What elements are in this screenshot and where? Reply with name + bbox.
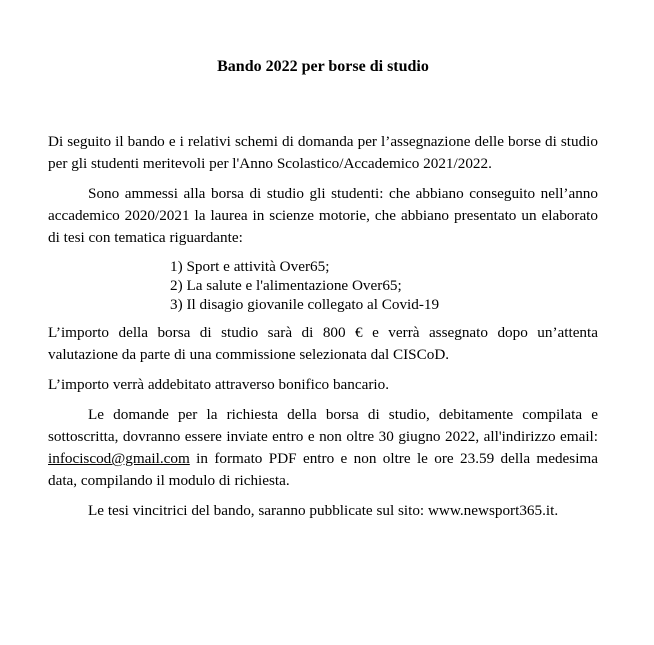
payment-paragraph: L’importo verrà addebitato attraverso bonifico bancario.: [48, 376, 390, 393]
list-item: 3) Il disagio giovanile collegato al Covid-19: [170, 296, 440, 313]
submission-text-after: in formato PDF entro e non oltre le ore 23.59 della medesima data, compilando il modulo di richiesta.: [48, 450, 598, 489]
email-link[interactable]: infociscod@gmail.com: [48, 450, 190, 467]
list-item: 2) La salute e l'alimentazione Over65;: [170, 277, 402, 294]
list-item: 1) Sport e attività Over65;: [170, 258, 330, 275]
submission-paragraph: [48, 404, 598, 492]
document: [48, 56, 598, 530]
document-title: Bando 2022 per borse di studio: [217, 58, 429, 75]
submission-text: Le domande per la richiesta della borsa di studio, debitamente compilata e sottoscritta, dovranno essere inviate entro e non oltre 30 giugno 2022, all'indirizzo email:: [48, 406, 598, 445]
amount-paragraph: L’importo della borsa di studio sarà di 800 € e verrà assegnato dopo un’attenta valutazione da parte di una commissione selezionata dal CISCoD.: [48, 324, 598, 363]
eligibility-paragraph: Sono ammessi alla borsa di studio gli studenti: che abbiano conseguito nell’anno accademico 2020/2021 la laurea in scienze motorie, che abbiano presentato un elaborato di tesi con tematica riguardante:: [48, 185, 598, 246]
publication-paragraph: Le tesi vincitrici del bando, saranno pubblicate sul sito: www.newsport365.it.: [88, 502, 559, 519]
intro-paragraph: Di seguito il bando e i relativi schemi di domanda per l’assegnazione delle borse di studio per gli studenti meritevoli per l'Anno Scolastico/Accademico 2021/2022.: [48, 133, 598, 172]
topics-list: [170, 257, 598, 314]
